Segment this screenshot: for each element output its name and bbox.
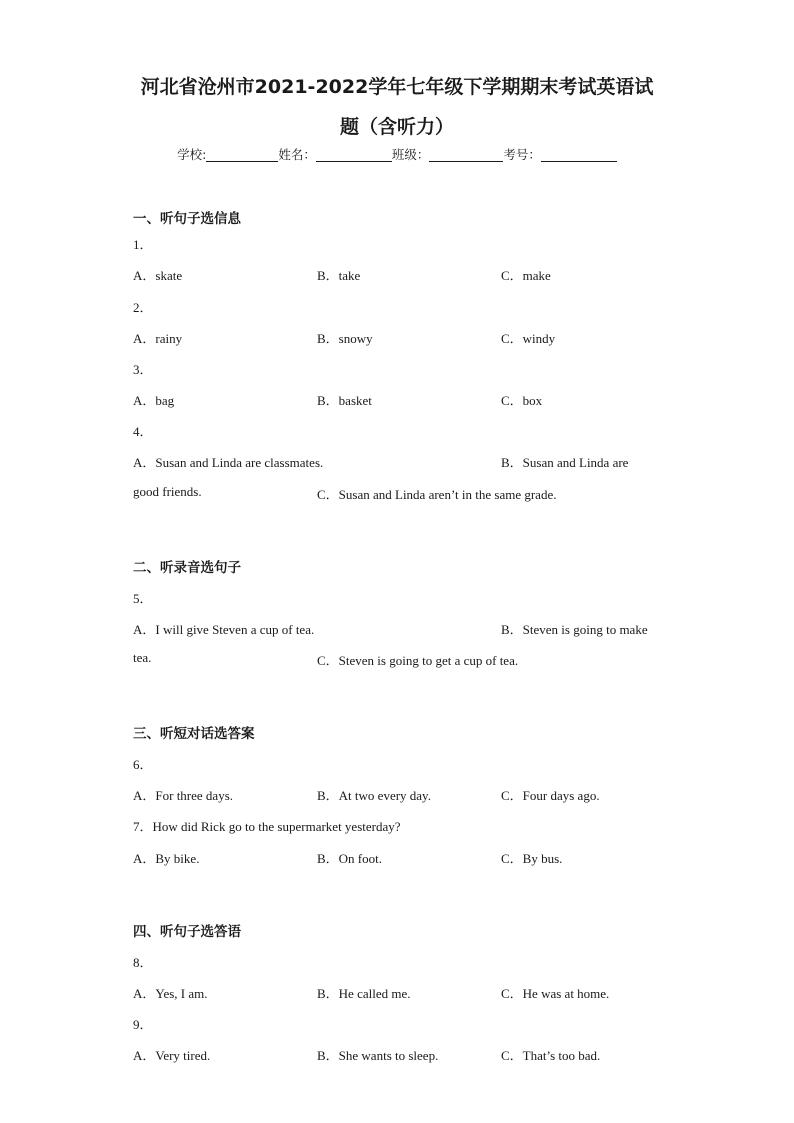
question-number: 6． [133, 757, 153, 772]
option-b: B．At two every day. [317, 788, 431, 803]
question-number: 3． [133, 362, 153, 377]
section-heading: 一、听句子选信息 [133, 211, 241, 227]
page-title-continued: 题（含听力） [339, 116, 454, 138]
option-a: A．Yes, I am. [133, 986, 208, 1001]
option-b: B．Steven is going to make [501, 622, 648, 637]
option-c: C．make [501, 268, 551, 283]
question-number: 8． [133, 955, 153, 970]
option-b: B．snowy [317, 331, 373, 346]
section-heading: 四、听句子选答语 [133, 924, 241, 940]
option-a: A．By bike. [133, 851, 200, 866]
option-a: A．bag [133, 393, 175, 408]
number-field[interactable] [541, 147, 617, 162]
option-a: A．I will give Steven a cup of tea. [133, 622, 315, 637]
question-number: 2． [133, 300, 153, 315]
question-number: 5． [133, 591, 153, 606]
class-label: 班级： [391, 147, 430, 162]
option-a: A．skate [133, 268, 183, 283]
option-b: B．basket [317, 393, 372, 408]
option-c: C．Four days ago. [501, 788, 600, 803]
option-b-continued: good friends. [133, 484, 202, 499]
option-a: A．Susan and Linda are classmates. [133, 455, 324, 470]
option-a: A．For three days. [133, 788, 234, 803]
question-number: 9． [133, 1017, 153, 1032]
option-c: C．box [501, 393, 543, 408]
option-a: A．rainy [133, 331, 183, 346]
student-info-line [0, 145, 794, 163]
school-field[interactable] [206, 147, 278, 162]
option-c: C．windy [501, 331, 556, 346]
option-b: B．She wants to sleep. [317, 1048, 439, 1063]
section-heading: 二、听录音选句子 [133, 560, 241, 576]
option-b: B．take [317, 268, 361, 283]
option-c: C．He was at home. [501, 986, 610, 1001]
option-a: A．Very tired. [133, 1048, 211, 1063]
question-number: 1． [133, 237, 153, 252]
question-number: 4． [133, 424, 153, 439]
question-text: 7．How did Rick go to the supermarket yesterday? [133, 819, 401, 834]
option-b: B．On foot. [317, 851, 383, 866]
option-c: C．That’s too bad. [501, 1048, 601, 1063]
page-title: 河北省沧州市2021-2022学年七年级下学期期末考试英语试 [140, 76, 654, 98]
section-heading: 三、听短对话选答案 [133, 726, 255, 742]
option-c: C．Steven is going to get a cup of tea. [317, 653, 519, 668]
name-label: 姓名： [278, 147, 316, 162]
option-b: B．He called me. [317, 986, 411, 1001]
school-label: 学校: [177, 147, 207, 162]
option-b-continued: tea. [133, 650, 152, 665]
number-label: 考号： [503, 147, 541, 162]
class-field[interactable] [429, 147, 503, 162]
option-b: B．Susan and Linda are [501, 455, 629, 470]
option-c: C．By bus. [501, 851, 563, 866]
option-c: C．Susan and Linda aren’t in the same grade. [317, 487, 557, 502]
name-field[interactable] [316, 147, 392, 162]
